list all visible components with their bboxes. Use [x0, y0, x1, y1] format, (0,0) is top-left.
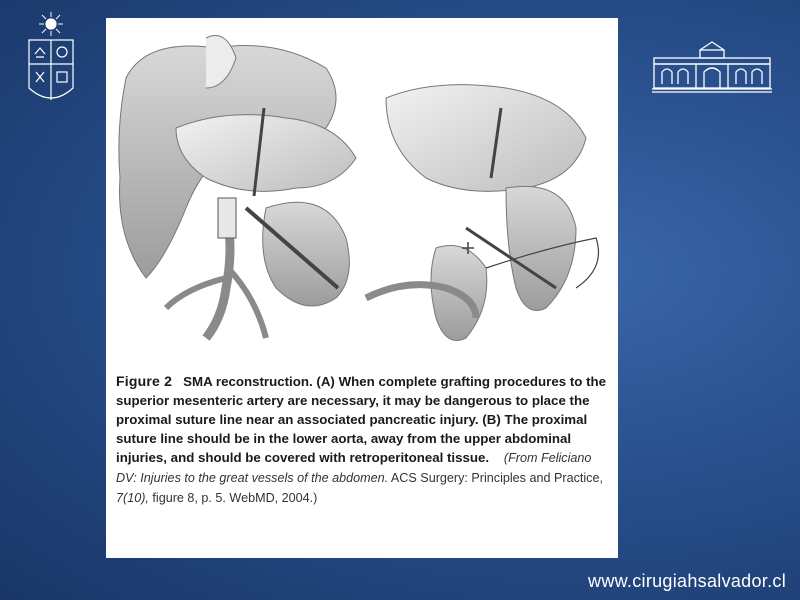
part-a-marker: (A)	[316, 374, 335, 389]
reference-open: (From Feliciano DV:	[116, 451, 592, 485]
figure-caption	[116, 372, 610, 508]
part-b-text: The proximal suture line should be in the lower aorta, away from the upper abdominal injuries, and should be covered with retroperitoneal tissue.	[116, 412, 588, 465]
figure-label: Figure 2	[116, 373, 173, 389]
surgical-illustration	[106, 18, 618, 370]
website-url: www.cirugiahsalvador.cl	[588, 571, 786, 591]
reference-italic: Injuries to the great vessels of the abdomen.	[140, 471, 389, 485]
hospital-building-icon	[650, 40, 774, 94]
figure-card	[106, 18, 618, 558]
reference-mid: ACS Surgery: Principles and Practice,	[388, 471, 603, 485]
university-crest-icon	[26, 10, 76, 110]
part-b-marker: (B)	[482, 412, 501, 427]
reference-end: figure 8, p. 5. WebMD, 2004.)	[148, 491, 318, 505]
reference-volume: 7(10),	[116, 491, 149, 505]
part-a-text: When complete grafting procedures to the superior mesenteric artery are necessary, it may be dangerous to place the proximal suture line near an associated pancreatic injury.	[116, 374, 607, 427]
figure-title: SMA reconstruction.	[183, 374, 313, 389]
